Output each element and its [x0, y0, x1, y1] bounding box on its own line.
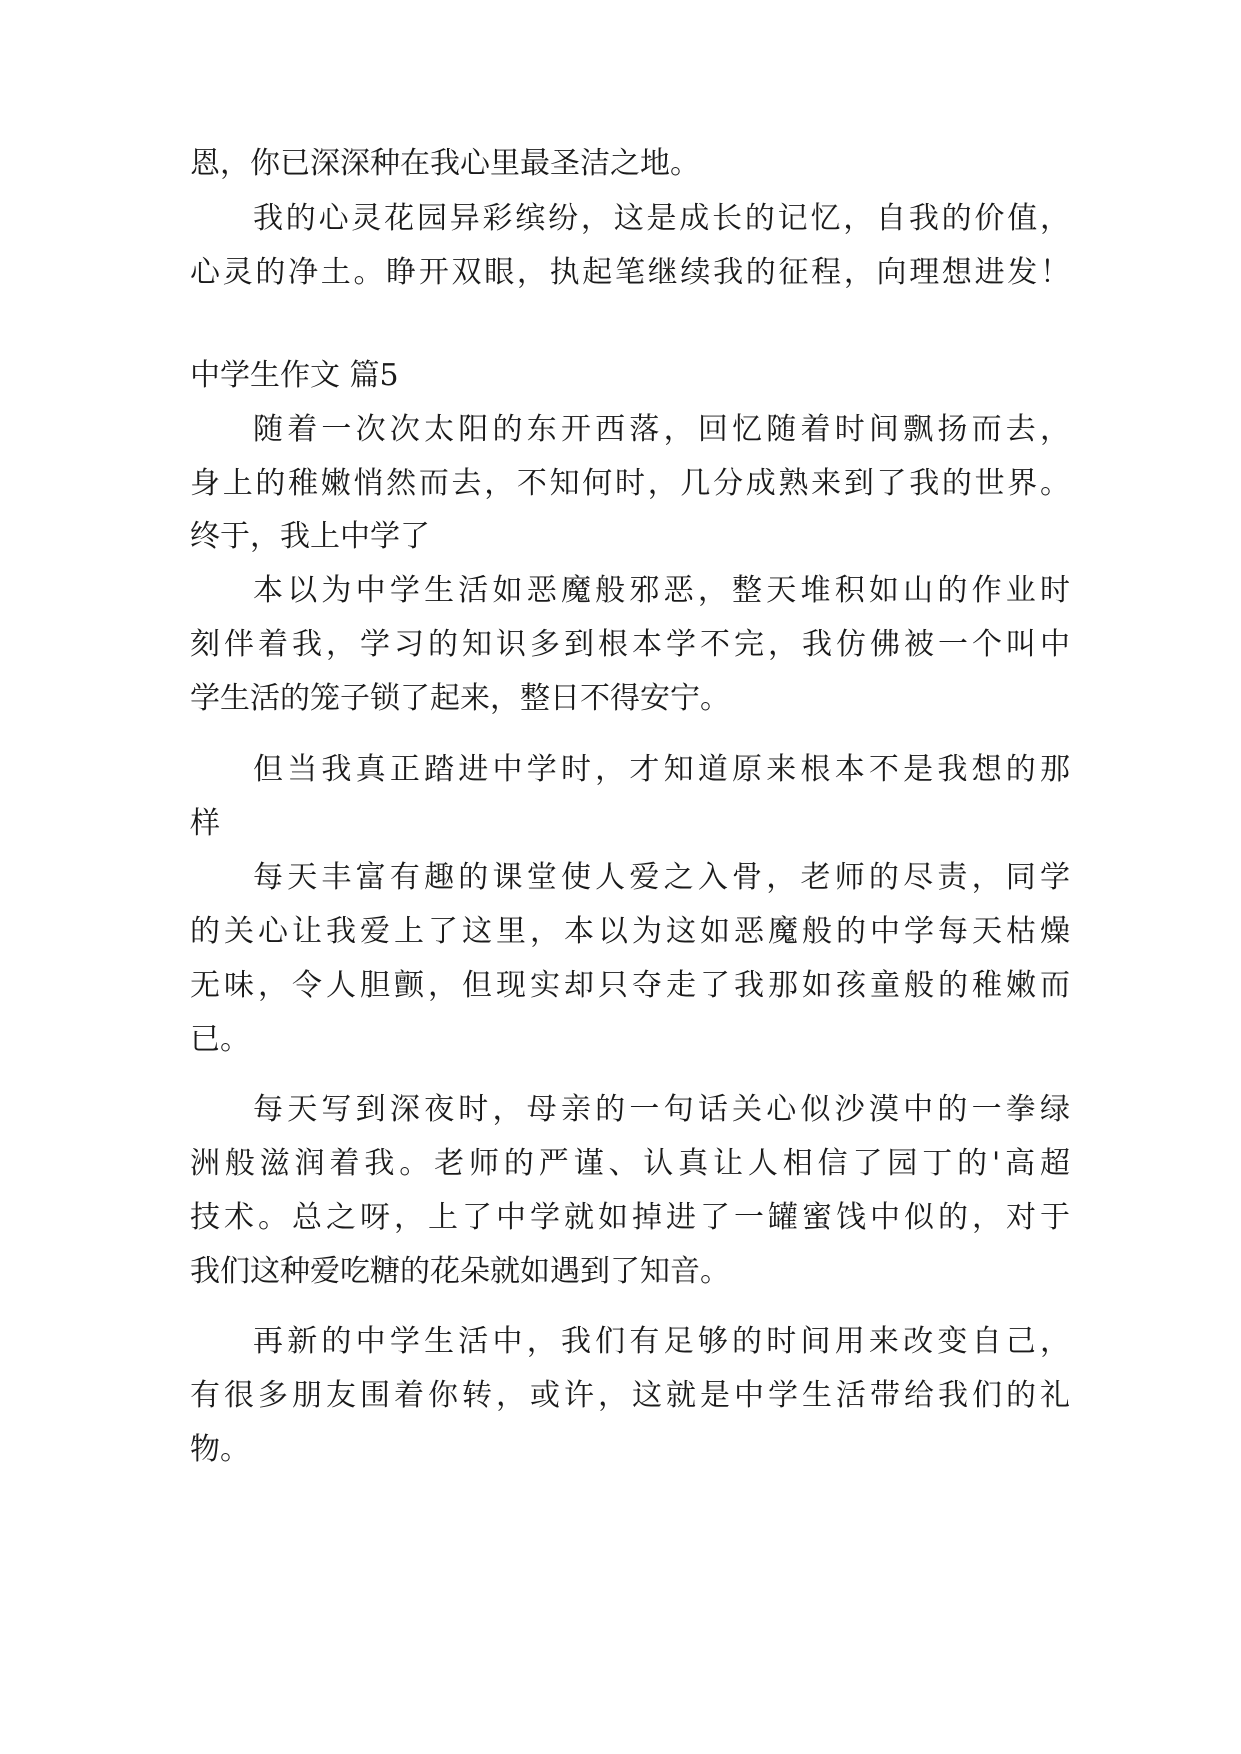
text-line: 技术。总之呀，上了中学就如掉进了一罐蜜饯中似的，对于 — [190, 1200, 1070, 1235]
text-line: 有很多朋友围着你转，或许，这就是中学生活带给我们的礼 — [190, 1378, 1070, 1413]
text-line: 心灵的净土。睁开双眼，执起笔继续我的征程，向理想进发！ — [190, 255, 1070, 290]
text-line: 终于，我上中学了 — [190, 519, 430, 554]
text-line: 每天丰富有趣的课堂使人爱之入骨，老师的尽责，同学 — [253, 860, 1070, 895]
text-line: 已。 — [190, 1022, 250, 1057]
text-line: 本以为中学生活如恶魔般邪恶，整天堆积如山的作业时 — [253, 573, 1070, 608]
text-line: 样 — [190, 806, 220, 841]
text-line: 恩，你已深深种在我心里最圣洁之地。 — [190, 146, 700, 181]
text-line: 身上的稚嫩悄然而去，不知何时，几分成熟来到了我的世界。 — [190, 466, 1070, 501]
text-line: 我们这种爱吃糖的花朵就如遇到了知音。 — [190, 1254, 730, 1289]
text-line: 的关心让我爱上了这里，本以为这如恶魔般的中学每天枯燥 — [190, 914, 1070, 949]
text-line: 物。 — [190, 1432, 250, 1467]
text-line: 我的心灵花园异彩缤纷，这是成长的记忆，自我的价值， — [253, 201, 1070, 236]
text-line: 每天写到深夜时，母亲的一句话关心似沙漠中的一拳绿 — [253, 1092, 1070, 1127]
text-line: 学生活的笼子锁了起来，整日不得安宁。 — [190, 681, 730, 716]
text-line: 但当我真正踏进中学时，才知道原来根本不是我想的那 — [253, 752, 1070, 787]
text-line: 无味，令人胆颤，但现实却只夺走了我那如孩童般的稚嫩而 — [190, 968, 1070, 1003]
text-line: 再新的中学生活中，我们有足够的时间用来改变自己， — [253, 1324, 1070, 1359]
text-line: 洲般滋润着我。老师的严谨、认真让人相信了园丁的'高超 — [190, 1146, 1070, 1181]
text-line: 刻伴着我，学习的知识多到根本学不完，我仿佛被一个叫中 — [190, 627, 1070, 662]
essay-title: 中学生作文 篇5 — [190, 358, 399, 393]
text-line: 随着一次次太阳的东开西落，回忆随着时间飘扬而去， — [253, 412, 1070, 447]
